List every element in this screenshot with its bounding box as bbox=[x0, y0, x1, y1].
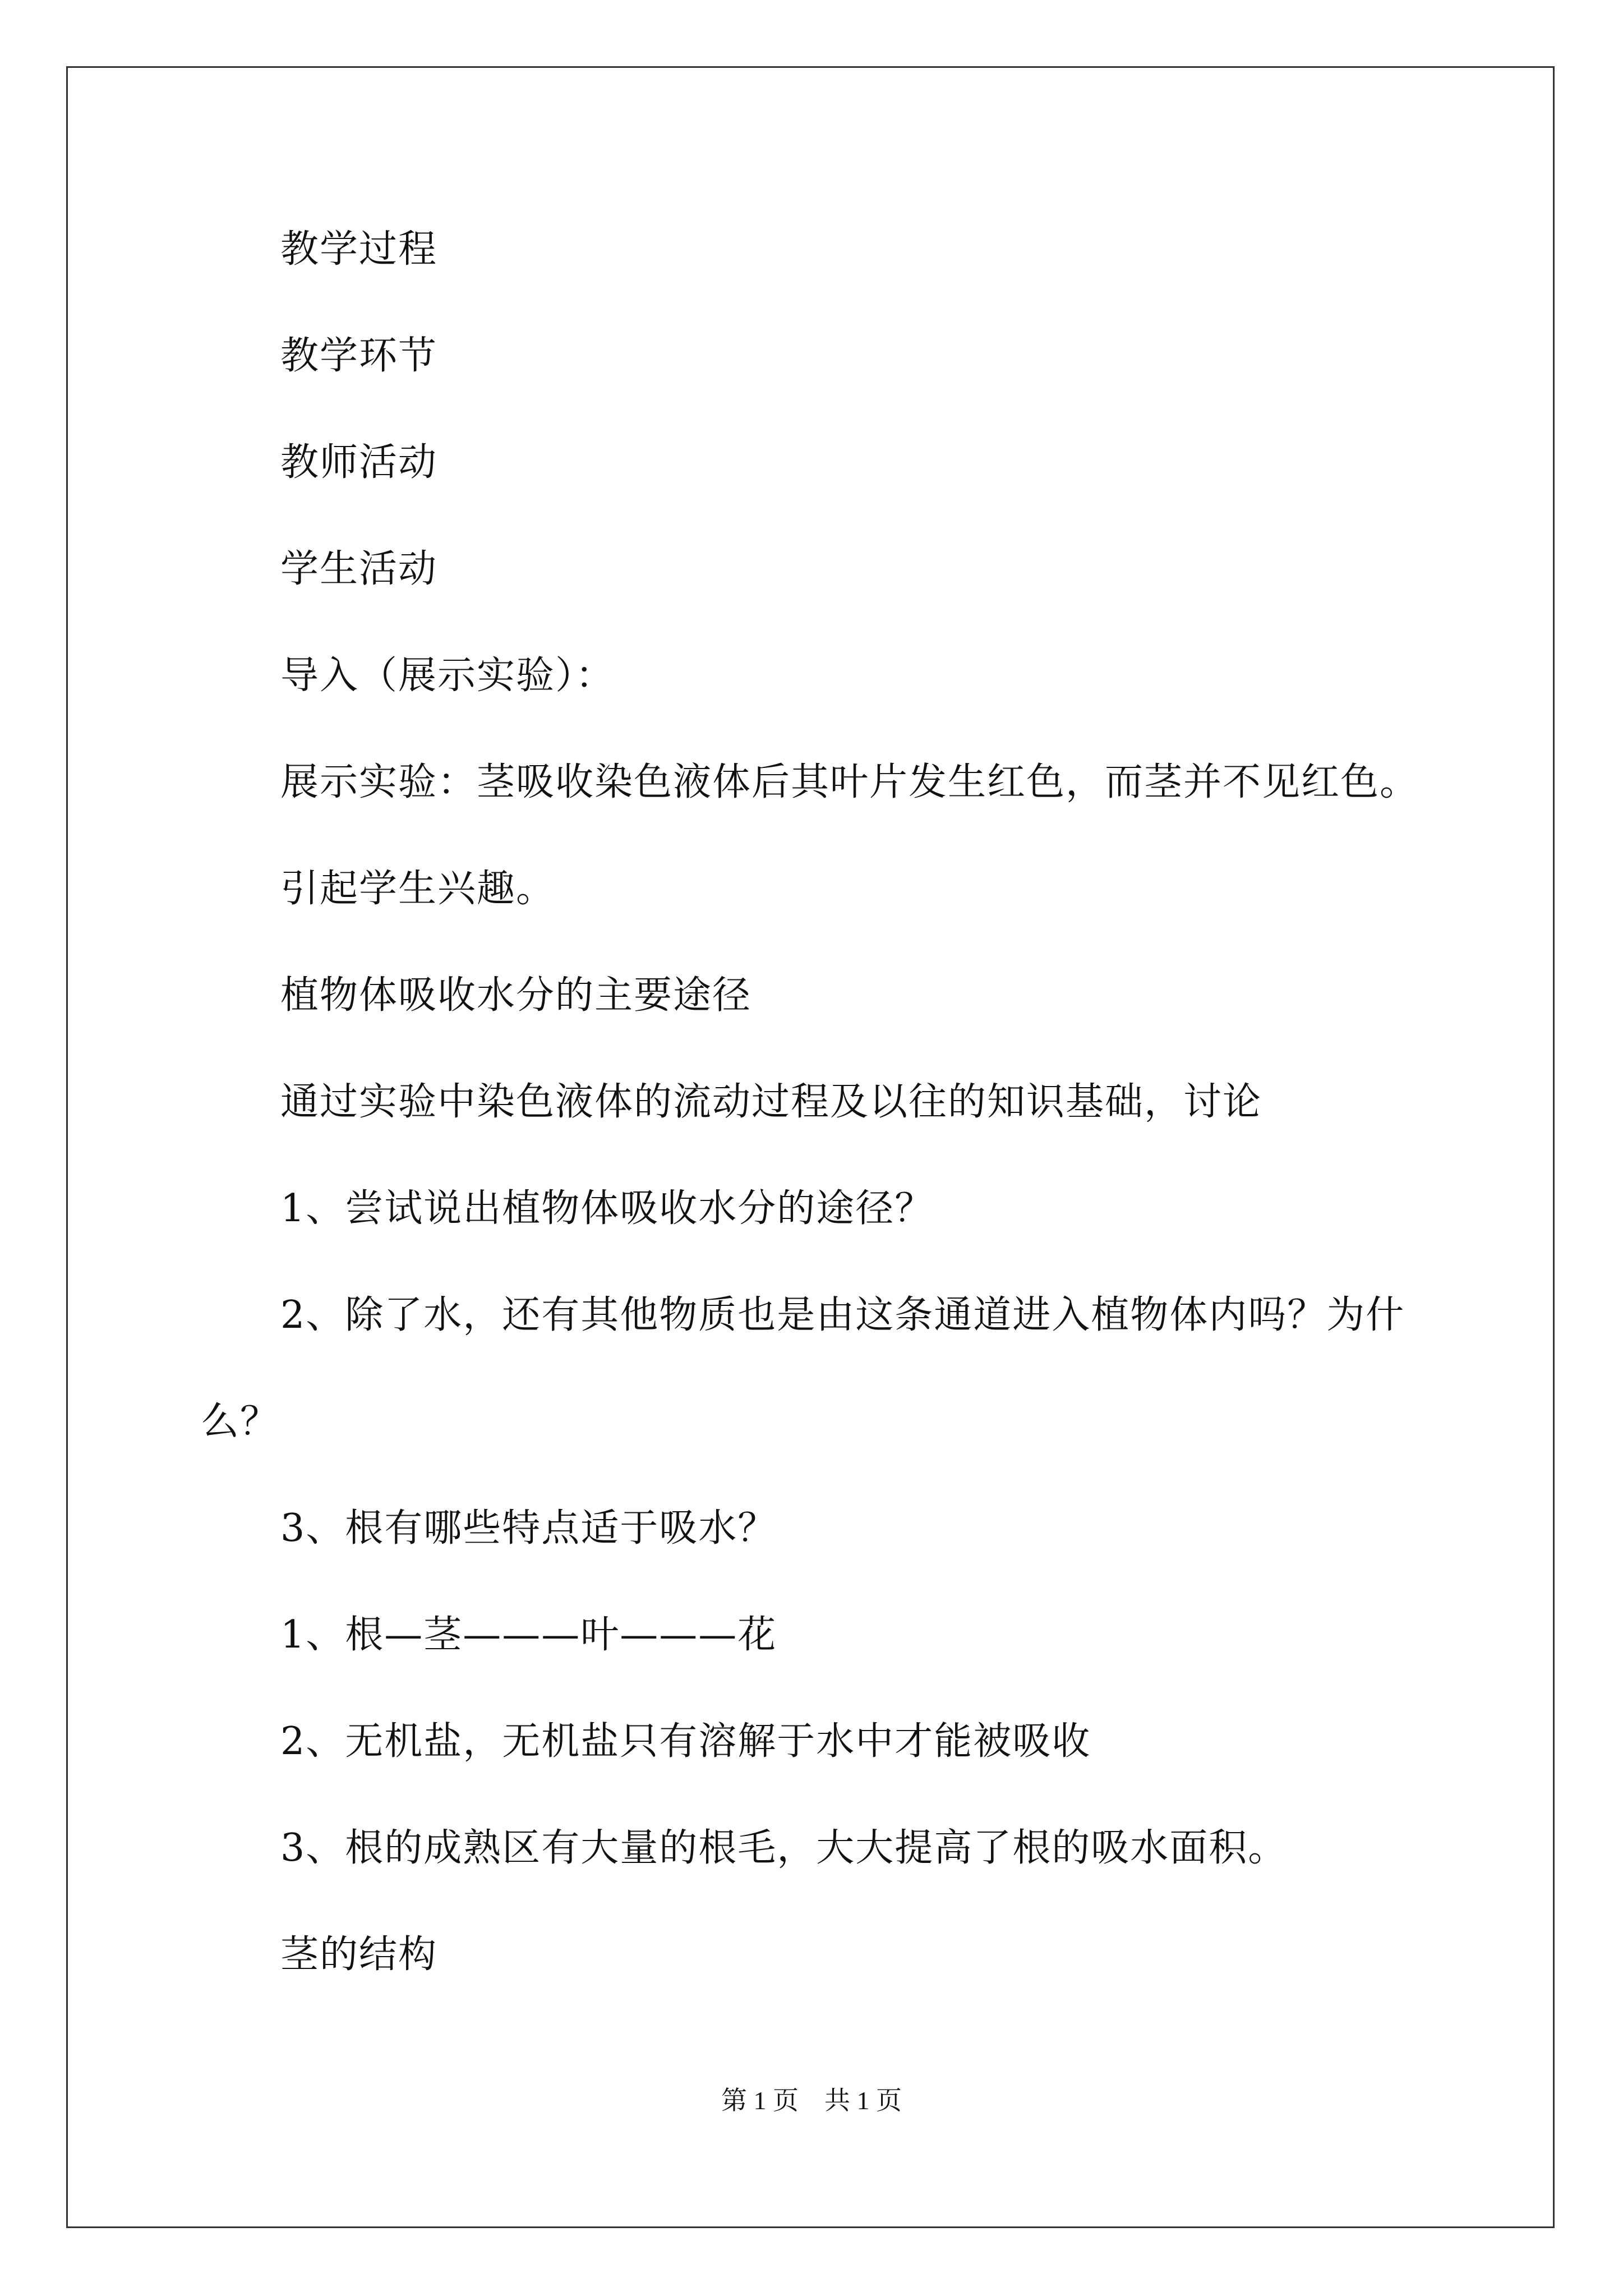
page-footer: 第 1 页 共 1 页 bbox=[721, 2086, 902, 2115]
text-line: 引起学生兴趣。 bbox=[280, 867, 556, 911]
text-line: 导入（展示实验）： bbox=[280, 654, 615, 698]
text-line: 教学环节 bbox=[280, 334, 438, 378]
text-line: 么？ bbox=[201, 1400, 280, 1444]
text-line: 学生活动 bbox=[280, 547, 438, 591]
page-border bbox=[66, 66, 1555, 2228]
text-line: 教师活动 bbox=[280, 440, 438, 485]
text-line: 2、除了水，还有其他物质也是由这条通道进入植物体内吗？为什 bbox=[280, 1293, 1405, 1337]
text-line: 2、无机盐，无机盐只有溶解于水中才能被吸收 bbox=[280, 1719, 1091, 1764]
text-line: 茎的结构 bbox=[280, 1932, 438, 1977]
text-line: 3、根有哪些特点适于吸水？ bbox=[280, 1506, 777, 1550]
text-line: 展示实验：茎吸收染色液体后其叶片发生红色，而茎并不见红色。 bbox=[280, 760, 1419, 804]
text-line: 1、尝试说出植物体吸收水分的途径？ bbox=[280, 1186, 934, 1231]
text-line: 3、根的成熟区有大量的根毛，大大提高了根的吸水面积。 bbox=[280, 1826, 1288, 1870]
text-line: 通过实验中染色液体的流动过程及以往的知识基础，讨论 bbox=[280, 1080, 1262, 1124]
text-line: 教学过程 bbox=[280, 227, 438, 272]
text-line: 1、根—茎———叶———花 bbox=[280, 1613, 777, 1657]
text-line: 植物体吸收水分的主要途径 bbox=[280, 973, 752, 1018]
